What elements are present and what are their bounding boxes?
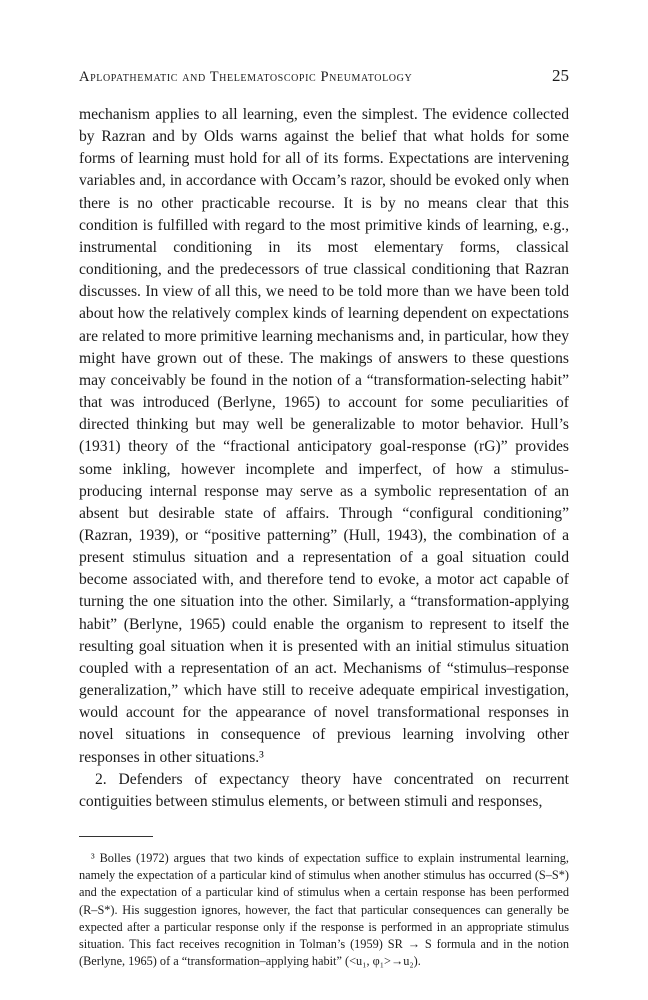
page-number: 25: [552, 66, 569, 85]
paragraph-2: 2. Defenders of expectancy theory have concentrated on recurrent contiguities between stimulus elements, or between stimuli and responses,: [79, 770, 569, 810]
body-text: [79, 104, 569, 813]
running-title: Aplopathematic and Thelematoscopic Pneumatology: [79, 69, 413, 85]
footnote-3: ³ Bolles (1972) argues that two kinds of expectation suffice to explain instrumental learning, namely the expectation of a particular kind of stimulus when another stimulus has occurred (S–S*) and the expectation of a particular kind of stimulus when a certain response has been performed (R–S*). His suggestion ignores, however, the fact that particular consequences can generally be expected after a particular response only if the response is performed in an appropriate stimulus situation. This fact receives recognition in Tolman’s (1959) SR → S formula and in the notion (Berlyne, 1965) of a “transformation–applying habit” (<u₁, φ₁>→u₂).: [79, 851, 569, 969]
footnote-rule: [79, 836, 153, 837]
running-head: [79, 66, 569, 90]
paragraph-1: mechanism applies to all learning, even the simplest. The evidence collected by Razran and by Olds warns against the belief that what holds for some forms of learning must hold for all of its forms. Expectations are intervening variables and, in accordance with Occam’s razor, should be evoked only when there is no other practicable recourse. It is by no means clear that this condition is fulfilled with regard to the most primitive kinds of learning, e.g., instrumental conditioning in its most elementary forms, classical conditioning, and the predecessors of true classical conditioning that Razran discusses. In view of all this, we need to be told more than we have been told about how the relatively complex kinds of learning dependent on expectations are related to more primitive learning mechanisms and, in particular, how they might have grown out of these. The makings of answers to these questions may conceivably be found in the notion of a “transformation-selecting habit” that was introduced (Berlyne, 1965) to account for some peculiarities of directed thinking but may well be generalizable to motor behavior. Hull’s (1931) theory of the “fractional anticipatory goal-response (rG)” provides some inkling, however incomplete and imperfect, of how a stimulus-producing internal response may serve as a symbolic representation of an absent but desirable state of affairs. Through “configural conditioning” (Razran, 1939), or “positive patterning” (Hull, 1943), the combination of a present stimulus situation and a representation of a goal situation could become associated with, and therefore tend to evoke, a motor act capable of turning the one situation into the other. Similarly, a “transformation-applying habit” (Berlyne, 1965) could enable the organism to represent to itself the resulting goal situation when it is presented with an initial stimulus situation coupled with a representation of an act. Mechanisms of “stimulus–response generalization,” which have still to receive adequate empirical investigation, would account for the appearance of novel transformational responses in novel situations in consequence of previous learning involving other responses in other situations.³: [79, 106, 569, 766]
book-page: [79, 66, 569, 970]
